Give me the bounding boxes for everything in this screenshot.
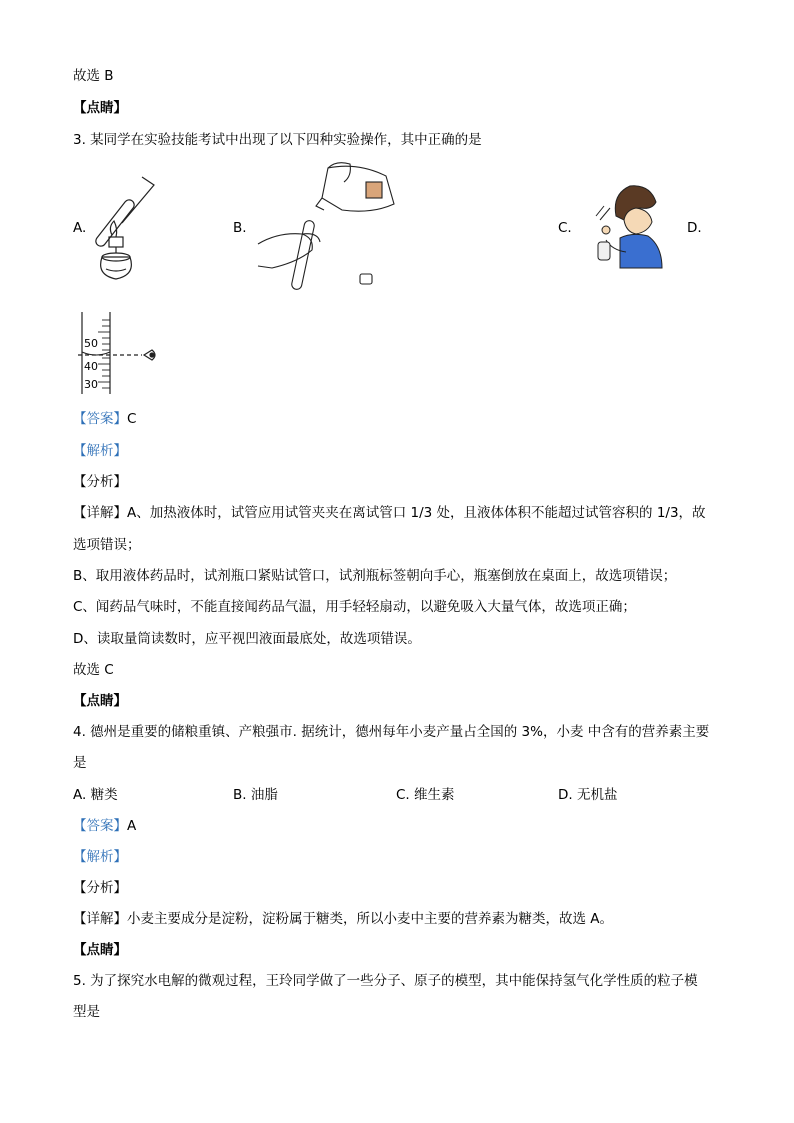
detail-4: [73, 910, 613, 928]
answer-3: [73, 410, 136, 428]
question-3: 3. 某同学在实验技能考试中出现了以下四种实验操作，其中正确的是: [73, 132, 482, 148]
detail-3-b: B、取用液体药品时，试剂瓶口紧贴试管口，试剂瓶标签朝向手心，瓶塞倒放在桌面上，故选项错误；: [73, 568, 677, 584]
conclusion-prev: 故选 B: [73, 68, 114, 84]
pouring-liquid-figure: [258, 158, 408, 293]
option-b-label: B.: [233, 220, 247, 236]
conclusion-3: 故选 C: [73, 662, 114, 678]
q4-option-a: A. 糖类: [73, 787, 118, 803]
fenxi-heading-3: 【分析】: [73, 474, 127, 490]
tick-label-40: 40: [84, 360, 98, 373]
tick-label-30: 30: [84, 378, 98, 391]
tick-label-50: 50: [84, 337, 98, 350]
detail-3-c: C、闻药品气味时，不能直接闻药品气温，用手轻轻扇动，以避免吸入大量气体，故选项正确；: [73, 599, 636, 615]
answer-tag: 【答案】: [73, 411, 127, 427]
detail-3-a-cont: 选项错误；: [73, 537, 141, 553]
graduated-cylinder-figure: [72, 312, 172, 397]
dianjing-heading-4: 【点睛】: [73, 942, 127, 958]
analysis-heading-4: 【解析】: [73, 849, 127, 865]
detail-3-d: D、读取量筒读数时，应平视凹液面最底处，故选项错误。: [73, 631, 421, 647]
detail-tag: 【详解】: [73, 911, 127, 927]
answer-4: [73, 817, 136, 835]
dianjing-heading-3: 【点睛】: [73, 693, 127, 709]
question-5-cont: 型是: [73, 1004, 100, 1020]
answer-value: A: [127, 818, 137, 834]
analysis-heading-3: 【解析】: [73, 443, 127, 459]
answer-value: C: [127, 411, 137, 427]
fenxi-heading-4: 【分析】: [73, 880, 127, 896]
q4-option-d: D. 无机盐: [558, 787, 618, 803]
dianjing-heading-prev: 【点睛】: [73, 100, 127, 116]
answer-tag: 【答案】: [73, 818, 127, 834]
alcohol-lamp-heating-figure: [92, 175, 167, 285]
q4-option-c: C. 维生素: [396, 787, 455, 803]
option-c-label: C.: [558, 220, 572, 236]
question-4-cont: 是: [73, 755, 87, 771]
option-d-label: D.: [687, 220, 702, 236]
question-5: 5. 为了探究水电解的微观过程，王玲同学做了一些分子、原子的模型，其中能保持氢气化学性质的粒子模: [73, 973, 698, 989]
detail-text: 小麦主要成分是淀粉，淀粉属于糖类，所以小麦中主要的营养素为糖类，故选 A。: [127, 911, 614, 927]
smelling-gas-figure: [590, 180, 670, 275]
detail-tag: 【详解】: [73, 505, 127, 521]
detail-3-a: [73, 504, 706, 522]
option-a-label: A.: [73, 220, 87, 236]
question-4: 4. 德州是重要的储粮重镇、产粮强市. 据统计，德州每年小麦产量占全国的 3%，小麦 中含有的营养素主要: [73, 724, 710, 740]
q4-option-b: B. 油脂: [233, 787, 278, 803]
detail-text: A、加热液体时，试管应用试管夹夹在离试管口 1/3 处，且液体体积不能超过试管容积的 1/3，故: [127, 505, 706, 521]
